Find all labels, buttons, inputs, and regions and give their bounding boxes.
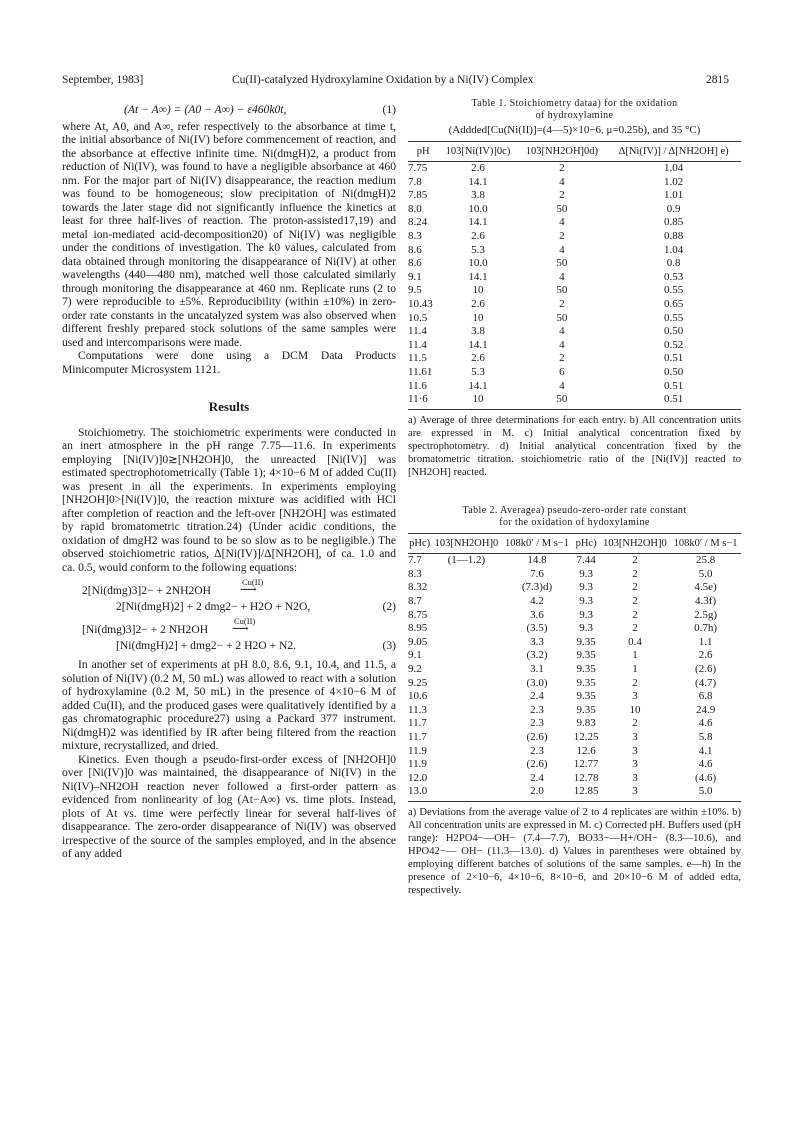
- left-column: [62, 100, 396, 861]
- table-row: [408, 325, 741, 339]
- table-cell: 3: [632, 690, 638, 703]
- table-row: [408, 609, 741, 623]
- table1-caption: Table 1. Stoichiometry dataa) for the oxidation: [471, 98, 678, 109]
- table-cell: 0.50: [663, 325, 684, 338]
- table-row: [408, 216, 741, 230]
- table-cell: 9.2: [408, 662, 422, 675]
- table-cell: 8.3: [408, 567, 422, 580]
- table-cell: 2: [559, 352, 565, 365]
- table-row: [408, 339, 741, 353]
- table-cell: 11.5: [408, 352, 427, 365]
- table-cell: (3.0): [526, 676, 548, 689]
- header-date: September, 1983]: [62, 74, 144, 86]
- table-cell: 11.9: [408, 744, 427, 757]
- table-cell: 11.6: [408, 379, 427, 392]
- table-cell: 9.35: [576, 676, 596, 689]
- table-cell: 2.4: [530, 690, 544, 703]
- table-row: [408, 663, 741, 677]
- table-cell: 0.51: [663, 352, 684, 365]
- table-cell: 8.6: [408, 243, 422, 256]
- table-cell: [431, 649, 501, 663]
- table-row: [408, 230, 741, 244]
- table-cell: 11.7: [408, 730, 427, 743]
- paragraph-gas-analysis: In another set of experiments at pH 8.0, 8.6, 9.1, 10.4, and 11.5, a solution of Ni(IV) (0.2 M, 50 mL) was allowed to react with a solution of hydroxylamine (0.2 M, 50 mL) in the presence of 4×10−6 M of added Cu(II), and the produced gases were qualitatively identified by a gas chromatographic procedure27) using a Packard 377 instrument. Ni(dmgH)2 was identified by IR after being filtered from the reaction mixture, recrystallized, and dried.: [62, 658, 396, 752]
- equation-1: (At − A∞) = (A0 − A∞) − ε460k0t, (1): [124, 103, 396, 116]
- table-cell: 9.35: [576, 690, 596, 703]
- table-cell: 3.3: [530, 635, 544, 648]
- table-cell: 9.35: [576, 649, 596, 662]
- table-cell: 4.5e): [694, 581, 717, 594]
- table-row: [408, 162, 741, 176]
- table-row: [408, 257, 741, 271]
- table-row: [408, 298, 741, 312]
- table-cell: 8.0: [408, 202, 422, 215]
- table-row: [408, 704, 741, 718]
- table-cell: 2.3: [530, 717, 544, 730]
- table-cell: [431, 758, 501, 772]
- table-cell: [431, 785, 501, 801]
- table-cell: 11.61: [408, 365, 433, 378]
- table-cell: 50: [518, 393, 607, 409]
- table2-header: 108k0′ / M s−1: [502, 533, 573, 554]
- table2-header: 103[NH2OH]0: [600, 533, 670, 554]
- table-row: [408, 622, 741, 636]
- table-cell: 13.0: [408, 785, 431, 801]
- table-cell: 50: [556, 257, 568, 270]
- table-cell: 7.7: [408, 554, 422, 567]
- table-cell: 2: [559, 189, 565, 202]
- table1-header: 103[Ni(IV)]0c): [438, 141, 517, 162]
- table-cell: 25.8: [695, 554, 716, 567]
- table-cell: [431, 677, 501, 691]
- table-cell: 7.6: [530, 567, 544, 580]
- table-cell: 0.51: [606, 393, 741, 409]
- table-cell: 2: [559, 297, 565, 310]
- table-cell: 0.8: [666, 257, 681, 270]
- table-cell: 12.78: [573, 771, 599, 784]
- table-cell: [431, 731, 501, 745]
- table-cell: [431, 690, 501, 704]
- table-cell: 1: [632, 662, 638, 675]
- table-cell: 2: [632, 581, 638, 594]
- equation-3a: [Ni(dmg)3]2− + 2 NH2OH Cu(II) ⟶: [82, 616, 256, 636]
- equation-2b: 2[Ni(dmgH)2] + 2 dmg2− + H2O + N2O, (2): [116, 600, 396, 613]
- table-cell: 2: [632, 717, 638, 730]
- table-row: [408, 312, 741, 326]
- table-row: [408, 595, 741, 609]
- table1-header: Δ[Ni(IV)] / Δ[NH2OH] e): [606, 141, 741, 162]
- table-cell: 14.1: [468, 175, 488, 188]
- table-cell: 0.4: [628, 635, 642, 648]
- table-cell: 2: [632, 676, 638, 689]
- table-row: [408, 717, 741, 731]
- table-cell: 9.05: [408, 635, 428, 648]
- table-cell: 8.24: [408, 216, 428, 229]
- table-cell: 5.0: [670, 785, 741, 801]
- table-cell: 8.95: [408, 622, 428, 635]
- table-cell: 6.8: [698, 690, 713, 703]
- table-1: [408, 141, 741, 410]
- table-cell: 4.6: [698, 717, 713, 730]
- table-cell: 9.25: [408, 676, 428, 689]
- table-cell: 9.1: [408, 649, 422, 662]
- table-cell: [431, 636, 501, 650]
- table-cell: 4: [559, 270, 565, 283]
- table-cell: [431, 663, 501, 677]
- table-row: [408, 271, 741, 285]
- table-cell: 0.55: [663, 284, 684, 297]
- table-cell: 1.04: [663, 162, 684, 174]
- table-cell: 3: [600, 785, 670, 801]
- table-cell: 4: [559, 379, 565, 392]
- table-cell: 8.32: [408, 581, 428, 594]
- table-cell: 1.04: [663, 243, 684, 256]
- paragraph-computations: Computations were done using a DCM Data Products Minicomputer Microsystem 1121.: [62, 349, 396, 376]
- table-row: [408, 785, 741, 801]
- table-cell: 3.8: [471, 189, 485, 202]
- table1-conditions: (Addded[Cu(Ni(II)]=(4—5)×10−6, μ=0.25b), and 35 °C): [448, 124, 701, 136]
- table-cell: 50: [556, 202, 568, 215]
- table-row: [408, 731, 741, 745]
- table-cell: 4.3f): [695, 594, 717, 607]
- table-cell: 1: [632, 649, 638, 662]
- table-cell: 5.3: [471, 243, 485, 256]
- table-cell: [431, 595, 501, 609]
- table-cell: 0.55: [663, 311, 684, 324]
- table-cell: (3.5): [526, 622, 548, 635]
- table-row: [408, 568, 741, 582]
- table-cell: 3.8: [471, 325, 485, 338]
- table-row: [408, 649, 741, 663]
- table-cell: 2.3: [530, 703, 544, 716]
- table-cell: 9.3: [579, 622, 593, 635]
- table-cell: 1.01: [663, 189, 684, 202]
- table-cell: 14.1: [468, 270, 488, 283]
- table-cell: 10.43: [408, 297, 433, 310]
- table-cell: 14.1: [468, 338, 488, 351]
- table-cell: [431, 581, 501, 595]
- table-row: [408, 380, 741, 394]
- paragraph-kinetics: Kinetics. Even though a pseudo-first-order excess of [NH2OH]0 over [Ni(IV)]0 was maintained, the disappearance of Ni(IV) in the Ni(IV)–NH2OH reaction never followed a first-order pattern as evidenced from nonlinearity of log (At−A∞) vs. time plots. Instead, plots of At vs. time were perfectly linear for several half-lives of disappearance. The zero-order disappearance of Ni(IV) was observed irrespective of the source of the samples employed, and in the absence of any added: [62, 752, 396, 860]
- table-cell: 5.8: [698, 730, 713, 743]
- table-cell: 9.35: [576, 703, 596, 716]
- table-cell: 0.50: [663, 365, 684, 378]
- table-cell: 4: [559, 175, 565, 188]
- table-cell: 4: [559, 243, 565, 256]
- table-cell: 4.1: [698, 744, 713, 757]
- table-cell: 8.3: [408, 229, 422, 242]
- table-cell: [431, 704, 501, 718]
- table-cell: 0.7h): [694, 622, 718, 635]
- table-row: [408, 352, 741, 366]
- table-cell: 10: [472, 284, 484, 297]
- table-cell: 2.5g): [694, 608, 718, 621]
- table-cell: 9.5: [408, 284, 422, 297]
- table-cell: 11.4: [408, 325, 427, 338]
- table1-caption-line2: of hydroxylamine: [535, 110, 614, 121]
- table-cell: 7.44: [576, 554, 596, 567]
- table-cell: 9.35: [576, 635, 596, 648]
- table-cell: 1.1: [698, 635, 713, 648]
- table-cell: 5.3: [471, 365, 485, 378]
- table-cell: 2: [632, 622, 638, 635]
- table-cell: 2.6: [698, 649, 713, 662]
- equation-2a: 2[Ni(dmg)3]2− + 2NH2OH Cu(II) ⟶: [82, 577, 264, 597]
- table-cell: 3: [632, 744, 638, 757]
- table-cell: 14.1: [468, 379, 488, 392]
- table-cell: 10.0: [468, 202, 488, 215]
- table-cell: 24.9: [695, 703, 716, 716]
- table-row: [408, 690, 741, 704]
- table-cell: 11.3: [408, 703, 427, 716]
- table-cell: 1.02: [663, 175, 684, 188]
- table-cell: 2: [632, 567, 638, 580]
- table-row: [408, 244, 741, 258]
- table-cell: 4.2: [530, 594, 544, 607]
- table-cell: 2.6: [471, 352, 485, 365]
- table-cell: 9.1: [408, 270, 422, 283]
- table-cell: [431, 717, 501, 731]
- table-cell: 12.0: [408, 771, 428, 784]
- table-cell: (2.6): [526, 730, 548, 743]
- equation-3b: [Ni(dmgH)2] + dmg2− + 2 H2O + N2. (3): [116, 639, 396, 652]
- table2-header: 108k0′ / M s−1: [670, 533, 741, 554]
- right-column: [408, 98, 741, 897]
- table1-footnote: a) Average of three determinations for each entry. b) All concentration units are expressed in M. c) Initial analytical concentration fixed by spectrophotometry. d) Initial analytical concentration fixed by the bromatometric titration. stoichiometric ratio of the [Ni(IV)] reacted to [NH2OH] reacted.: [408, 414, 741, 478]
- table-cell: (2.6): [695, 662, 717, 675]
- table-cell: 0.52: [663, 338, 684, 351]
- table-cell: 3: [632, 771, 638, 784]
- table-cell: (3.2): [526, 649, 548, 662]
- table-row: [408, 284, 741, 298]
- table-cell: 2: [559, 229, 565, 242]
- table2-header: 103[NH2OH]0: [431, 533, 501, 554]
- table-cell: 9.3: [579, 608, 593, 621]
- table-cell: 3.6: [530, 608, 544, 621]
- table-cell: 9.35: [576, 662, 596, 675]
- table-row: [408, 366, 741, 380]
- table2-footnote: a) Deviations from the average value of 2 to 4 replicates are within ±10%. b) All concentration units are expressed in M. c) Corrected pH. Buffers used (pH range): H2PO4−—OH− (7.4—7.7), BO33−—H+/OH− (8.3—10.6), and HPO42−— OH− (11.3—13.0). d) Values in parentheses were obtained by employing different batches of solutions of the same samples. e—h) In the presence of 2×10−6, 4×10−6, 8×10−6, and 20×10−6 M of added edta, respectively.: [408, 806, 741, 896]
- table-cell: 14.8: [527, 554, 547, 567]
- table-row: [408, 745, 741, 759]
- table-cell: 10.6: [408, 690, 428, 703]
- table-cell: 2: [632, 594, 638, 607]
- table-cell: 11.9: [408, 758, 427, 771]
- table-cell: 12.77: [573, 758, 599, 771]
- table-row: [408, 772, 741, 786]
- table-row: [408, 554, 741, 568]
- table-cell: 2.0: [502, 785, 573, 801]
- table-cell: 4: [559, 325, 565, 338]
- table-cell: 2.3: [530, 744, 544, 757]
- table-cell: 2.6: [471, 162, 485, 174]
- table-cell: 0.88: [663, 229, 684, 242]
- table-cell: 2: [632, 608, 638, 621]
- table-cell: 9.83: [576, 717, 596, 730]
- table2-header: pHc): [408, 533, 431, 554]
- table-cell: [431, 568, 501, 582]
- table-cell: 10.0: [468, 257, 488, 270]
- table-cell: 6: [559, 365, 565, 378]
- table-cell: 2.6: [471, 297, 485, 310]
- results-heading: Results: [208, 399, 250, 414]
- table-cell: 11.7: [408, 717, 427, 730]
- table-row: [408, 189, 741, 203]
- table-cell: [431, 745, 501, 759]
- table-row: [408, 581, 741, 595]
- table-row: [408, 636, 741, 650]
- running-title: Cu(II)-catalyzed Hydroxylamine Oxidation by a Ni(IV) Complex: [232, 74, 534, 86]
- table-cell: [431, 609, 501, 623]
- table1-header: 103[NH2OH]0d): [518, 141, 607, 162]
- table-cell: 5.0: [698, 567, 713, 580]
- table-cell: 10: [438, 393, 517, 409]
- table-cell: 7.75: [408, 162, 428, 174]
- table-cell: 2: [632, 554, 638, 567]
- table-cell: 50: [556, 284, 568, 297]
- table-cell: (7.3)d): [521, 581, 553, 594]
- table-row: [408, 393, 741, 409]
- table-cell: 9.3: [579, 567, 593, 580]
- table-cell: (4.7): [695, 676, 717, 689]
- table-cell: 8.6: [408, 257, 422, 270]
- table2-header: pHc): [572, 533, 599, 554]
- table-cell: 7.85: [408, 189, 428, 202]
- table-cell: 0.85: [663, 216, 684, 229]
- table-cell: 11.4: [408, 338, 427, 351]
- table-cell: 11·6: [408, 393, 438, 409]
- table-cell: 10.5: [408, 311, 428, 324]
- table-cell: 12.25: [573, 730, 599, 743]
- table-cell: 2.4: [530, 771, 544, 784]
- table-cell: 8.7: [408, 594, 422, 607]
- table-row: [408, 176, 741, 190]
- table-cell: 14.1: [468, 216, 488, 229]
- table-cell: 4: [559, 216, 565, 229]
- table-cell: 0.65: [663, 297, 684, 310]
- table-cell: [431, 622, 501, 636]
- table-cell: 9.3: [579, 594, 593, 607]
- paragraph-stoichiometry: Stoichiometry. The stoichiometric experiments were conducted in an inert atmosphere in the pH range 7.75—11.6. In experiments employing [Ni(IV)]0≳[NH2OH]0, the unreacted [Ni(IV)] was estimated spectrophotometrically (Table 1); 4×10−6 M of added Cu(II) was present in all the experiments. In experiments employing [NH2OH]0>[Ni(IV)]0, the reaction mixture was acidified with HCl after completion of reaction and the left-over [NH2OH] was estimated by rapid bromatometric titration.24) (Under acidic conditions, the oxidation of dmgH2 was found to be so slow as to be negligible.) The observed stoichiometric ratios, Δ[Ni(IV)]/Δ[NH2OH], of ca. 1.0 and ca. 0.5, would conform to the following equations:: [62, 425, 396, 574]
- table-row: [408, 677, 741, 691]
- table-cell: 3: [632, 730, 638, 743]
- table-cell: 10: [472, 311, 484, 324]
- table1-header: pH: [408, 141, 438, 162]
- table-cell: 10: [629, 703, 641, 716]
- table-cell: 4: [559, 338, 565, 351]
- paragraph-method: where At, A0, and A∞, refer respectively to the absorbance at time t, the initial absorbance of Ni(IV) before commencement of reaction, and the absorbance at effective infinite time. Ni(dmgH)2, a product from reduction of Ni(IV), was found to have a negligible absorbance at 460 nm. For the major part of Ni(IV) disappearance, the reaction medium was found to be homogeneous; slow precipitation of Ni(dmgH)2 towards the later stage did not significantly influence the kinetics at least for three half-lives of reaction. The proton-assisted17,19) and metal ion-mediated acid-decomposition20) of Ni(IV) was negligible under the conditions of investigation. The k0 values, calculated from data obtained through monitoring the disappearance of Ni(IV) at other wavelengths (440—480 nm), matched well those calculated similarly through monitoring the disappearance at 460 nm. Replicate runs (2 to 7) were reproducible to ±5%. Reproducibility (within ±10%) in zero-order rate constants in the uncatalyzed system was also observed when different freshly prepared stock solutions of the same samples were used and intercomparisons were made.: [62, 119, 396, 349]
- table-2: [408, 533, 741, 802]
- table-cell: 0.9: [666, 202, 681, 215]
- table-cell: [431, 772, 501, 786]
- table-cell: 4.6: [698, 758, 713, 771]
- table-cell: 3: [632, 758, 638, 771]
- page-number: 2815: [706, 74, 729, 86]
- table-cell: 0.53: [663, 270, 684, 283]
- table2-caption-line2: for the oxidation of hydoxylamine: [499, 516, 650, 528]
- table-row: [408, 203, 741, 217]
- table-cell: 2: [559, 162, 565, 174]
- table-cell: (4.6): [695, 771, 717, 784]
- table-cell: 9.3: [579, 581, 593, 594]
- table-cell: 12.85: [572, 785, 599, 801]
- table-cell: (2.6): [526, 758, 548, 771]
- table-cell: (1—1.2): [447, 554, 486, 567]
- table-cell: 2.6: [471, 229, 485, 242]
- table2-caption: Table 2. Averagea) pseudo-zero-order rate constant: [462, 504, 687, 516]
- table-cell: 50: [556, 311, 568, 324]
- table-cell: 7.8: [408, 175, 422, 188]
- table-cell: 12.6: [576, 744, 596, 757]
- table-cell: 3.1: [530, 662, 544, 675]
- table-cell: 8.75: [408, 608, 428, 621]
- table-cell: 0.51: [663, 379, 684, 392]
- table-row: [408, 758, 741, 772]
